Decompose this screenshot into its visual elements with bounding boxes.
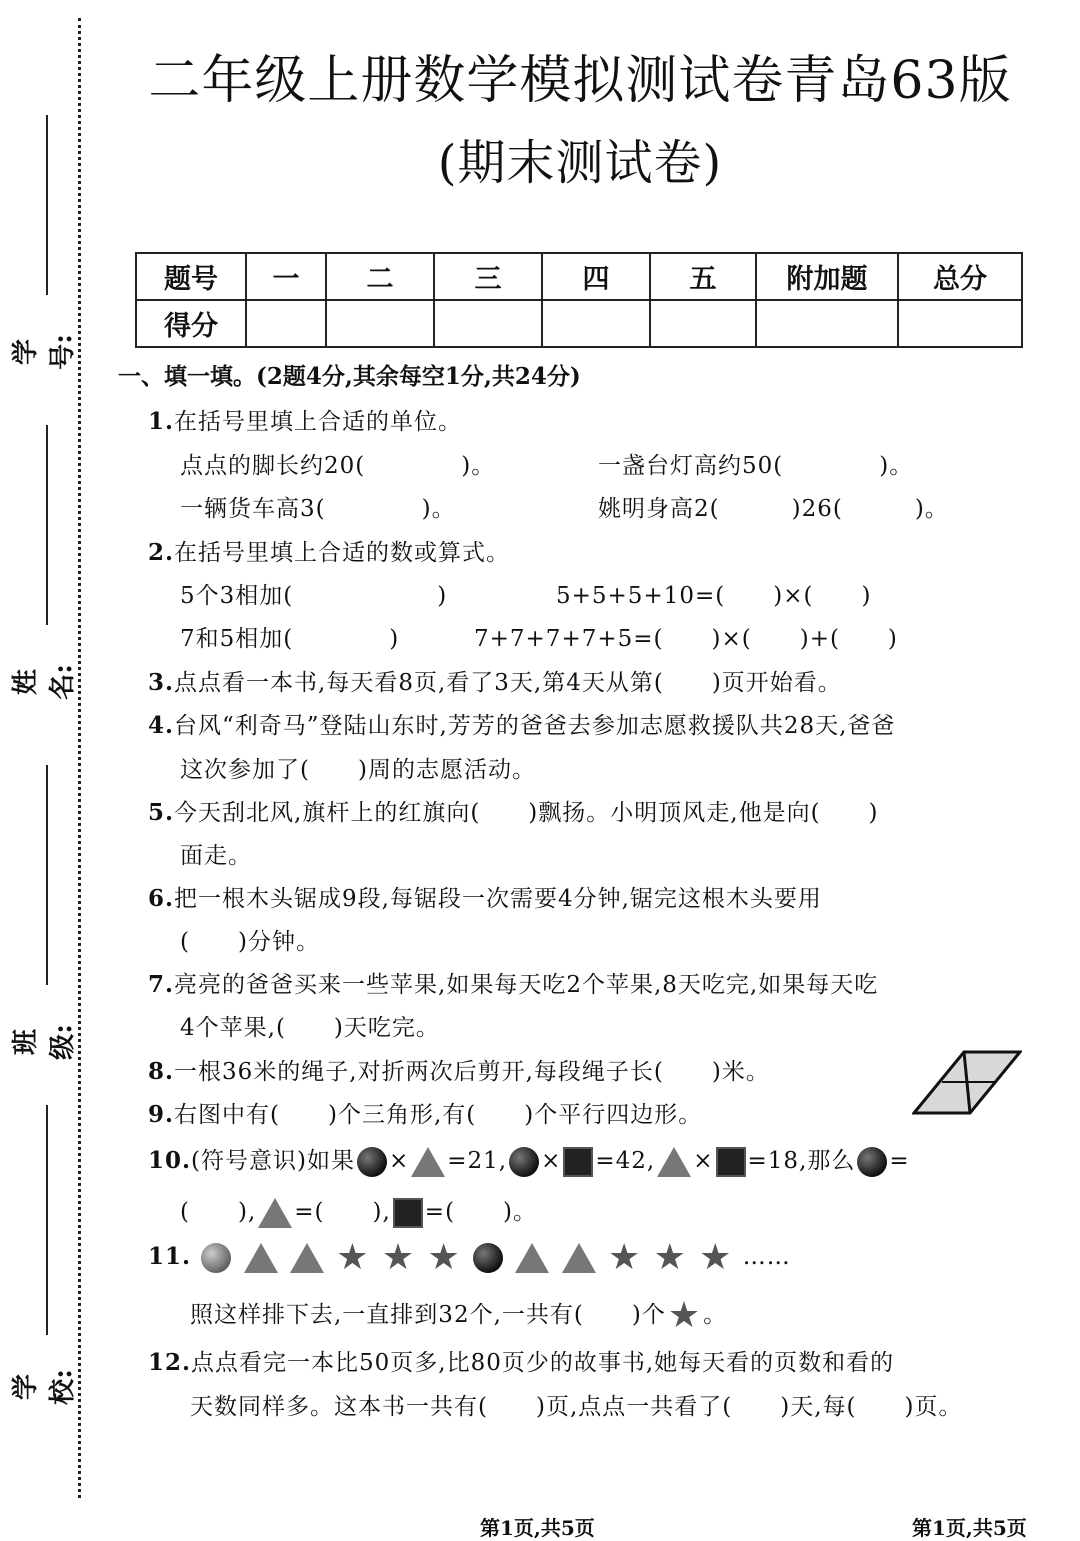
star-icon: ★ [427, 1237, 461, 1278]
binding-margin [0, 0, 110, 1527]
circle-icon [509, 1147, 539, 1177]
score-input-cell[interactable] [650, 300, 756, 347]
question-7-cont: 4个苹果,( )天吃完。 [180, 1015, 440, 1041]
question-2d: 7+7+7+7+5=( )×( )+( ) [474, 626, 898, 652]
question-4-cont: 这次参加了( )周的志愿活动。 [180, 757, 536, 783]
question-number: 3. [148, 669, 175, 696]
question-text: 右图中有( )个三角形,有( )个平行四边形。 [174, 1102, 703, 1128]
star-icon: ★ [381, 1237, 416, 1278]
question-number: 1. [148, 408, 175, 435]
question-1b: 一盏台灯高约50( )。 [598, 453, 914, 479]
question-8 [148, 1053, 770, 1086]
page-number-right: 第1页,共5页 [912, 1516, 1027, 1540]
question-11 [148, 1237, 791, 1278]
square-icon [563, 1147, 593, 1177]
question-text: 亮亮的爸爸买来一些苹果,如果每天吃2个苹果,8天吃完,如果每天吃 [174, 972, 879, 998]
star-icon: ★ [653, 1237, 687, 1278]
star-icon: ★ [607, 1237, 642, 1278]
question-5 [148, 794, 879, 827]
table-cell: 四 [542, 253, 650, 300]
circle-icon [857, 1147, 887, 1177]
triangle-icon [562, 1243, 596, 1273]
table-cell: 二 [326, 253, 434, 300]
score-input-cell[interactable] [434, 300, 542, 347]
times-sign: × [541, 1148, 562, 1174]
square-icon [716, 1147, 746, 1177]
question-10-cont [180, 1193, 537, 1228]
question-number: 5. [148, 799, 175, 826]
question-2c: 7和5相加( ) [180, 626, 400, 652]
question-12-cont: 天数同样多。这本书一共有( )页,点点一共看了( )天,每( )页。 [190, 1394, 963, 1420]
page-subtitle: (期末测试卷) [437, 135, 723, 191]
question-1 [148, 403, 462, 436]
times-sign: × [693, 1148, 714, 1174]
star-icon: ★ [336, 1237, 370, 1278]
question-10 [148, 1142, 910, 1177]
times-sign: × [388, 1148, 410, 1174]
question-3 [148, 664, 842, 697]
table-cell: 得分 [136, 300, 246, 347]
star-icon: ★ [699, 1237, 733, 1278]
question-text: 在括号里填上合适的单位。 [174, 409, 463, 435]
school-line [46, 1105, 48, 1335]
answer-blank: ( ), [180, 1199, 257, 1225]
question-text: 点点看完一本比50页多,比80页少的故事书,她每天看的页数和看的 [191, 1350, 895, 1376]
answer-blank: =( ), [294, 1199, 391, 1225]
page-title: 二年级上册数学模拟测试卷青岛63版 [148, 51, 1012, 111]
parallelogram-figure [912, 1050, 1022, 1116]
score-input-cell[interactable] [542, 300, 650, 347]
table-cell: 五 [650, 253, 756, 300]
question-5-cont: 面走。 [180, 843, 252, 869]
question-11-cont [190, 1295, 728, 1336]
question-text: 。 [703, 1302, 728, 1328]
score-table-score-row [136, 300, 1022, 347]
table-cell: 总分 [898, 253, 1022, 300]
question-text: 点点看一本书,每天看8页,看了3天,第4天从第( )页开始看。 [174, 670, 842, 696]
circle-icon [357, 1147, 387, 1177]
cut-line [78, 18, 81, 1498]
question-number: 11. [148, 1243, 192, 1270]
question-number: 9. [148, 1101, 175, 1128]
table-cell: 附加题 [756, 253, 898, 300]
score-table [135, 252, 1023, 348]
table-cell: 一 [246, 253, 326, 300]
question-text: 在括号里填上合适的数或算式。 [174, 540, 511, 566]
triangle-icon [411, 1147, 445, 1177]
question-text: =21, [447, 1148, 508, 1174]
question-6-cont: ( )分钟。 [180, 929, 320, 955]
ellipsis: …… [742, 1244, 791, 1270]
question-text: 今天刮北风,旗杆上的红旗向( )飘扬。小明顶风走,他是向( ) [174, 800, 879, 826]
question-6 [148, 880, 822, 913]
student-id-line [46, 115, 48, 295]
question-text: =18,那么 [747, 1148, 856, 1174]
question-number: 7. [148, 971, 175, 998]
circle-icon [473, 1243, 503, 1273]
question-text: =42, [595, 1148, 656, 1174]
table-cell: 题号 [136, 253, 246, 300]
question-1a: 点点的脚长约20( )。 [180, 453, 496, 479]
question-text: 把一根木头锯成9段,每锯段一次需要4分钟,锯完这根木头要用 [174, 886, 822, 912]
name-line [46, 425, 48, 625]
class-line [46, 765, 48, 985]
student-id-label: 学号: [11, 334, 78, 370]
question-7 [148, 966, 878, 999]
question-2a: 5个3相加( ) [180, 583, 448, 609]
question-number: 2. [148, 539, 175, 566]
score-input-cell[interactable] [898, 300, 1022, 347]
triangle-icon [515, 1243, 549, 1273]
score-input-cell[interactable] [326, 300, 434, 347]
question-2 [148, 534, 510, 567]
circle-icon [201, 1243, 231, 1273]
class-label: 班级: [11, 1024, 78, 1060]
question-text: (符号意识)如果 [191, 1148, 355, 1174]
question-number: 10. [148, 1147, 192, 1174]
question-12 [148, 1344, 894, 1377]
table-cell: 三 [434, 253, 542, 300]
score-input-cell[interactable] [246, 300, 326, 347]
question-1c: 一辆货车高3( )。 [180, 496, 456, 522]
question-text: 台风“利奇马”登陆山东时,芳芳的爸爸去参加志愿救援队共28天,爸爸 [174, 713, 896, 739]
question-text: 一根36米的绳子,对折两次后剪开,每段绳子长( )米。 [174, 1059, 770, 1085]
name-label: 姓名: [11, 664, 78, 700]
question-number: 6. [148, 885, 175, 912]
square-icon [393, 1198, 423, 1228]
triangle-icon [258, 1198, 292, 1228]
question-number: 8. [148, 1058, 175, 1085]
triangle-icon [290, 1243, 324, 1273]
question-2b: 5+5+5+10=( )×( ) [556, 583, 872, 609]
page-number-left: 第1页,共5页 [480, 1516, 595, 1540]
section-heading: 一、填一填。(2题4分,其余每空1分,共24分) [118, 363, 581, 390]
triangle-icon [244, 1243, 278, 1273]
school-label: 学校: [11, 1369, 78, 1405]
triangle-icon [657, 1147, 691, 1177]
answer-blank: =( )。 [424, 1199, 538, 1225]
star-icon: ★ [667, 1295, 702, 1336]
score-input-cell[interactable] [756, 300, 898, 347]
question-9 [148, 1096, 702, 1129]
question-1d: 姚明身高2( )26( )。 [598, 496, 949, 522]
question-number: 12. [148, 1349, 192, 1376]
question-number: 4. [148, 712, 175, 739]
question-4 [148, 707, 895, 740]
question-text: = [889, 1148, 910, 1174]
question-text: 照这样排下去,一直排到32个,一共有( )个 [190, 1302, 666, 1328]
score-table-header-row [136, 253, 1022, 300]
